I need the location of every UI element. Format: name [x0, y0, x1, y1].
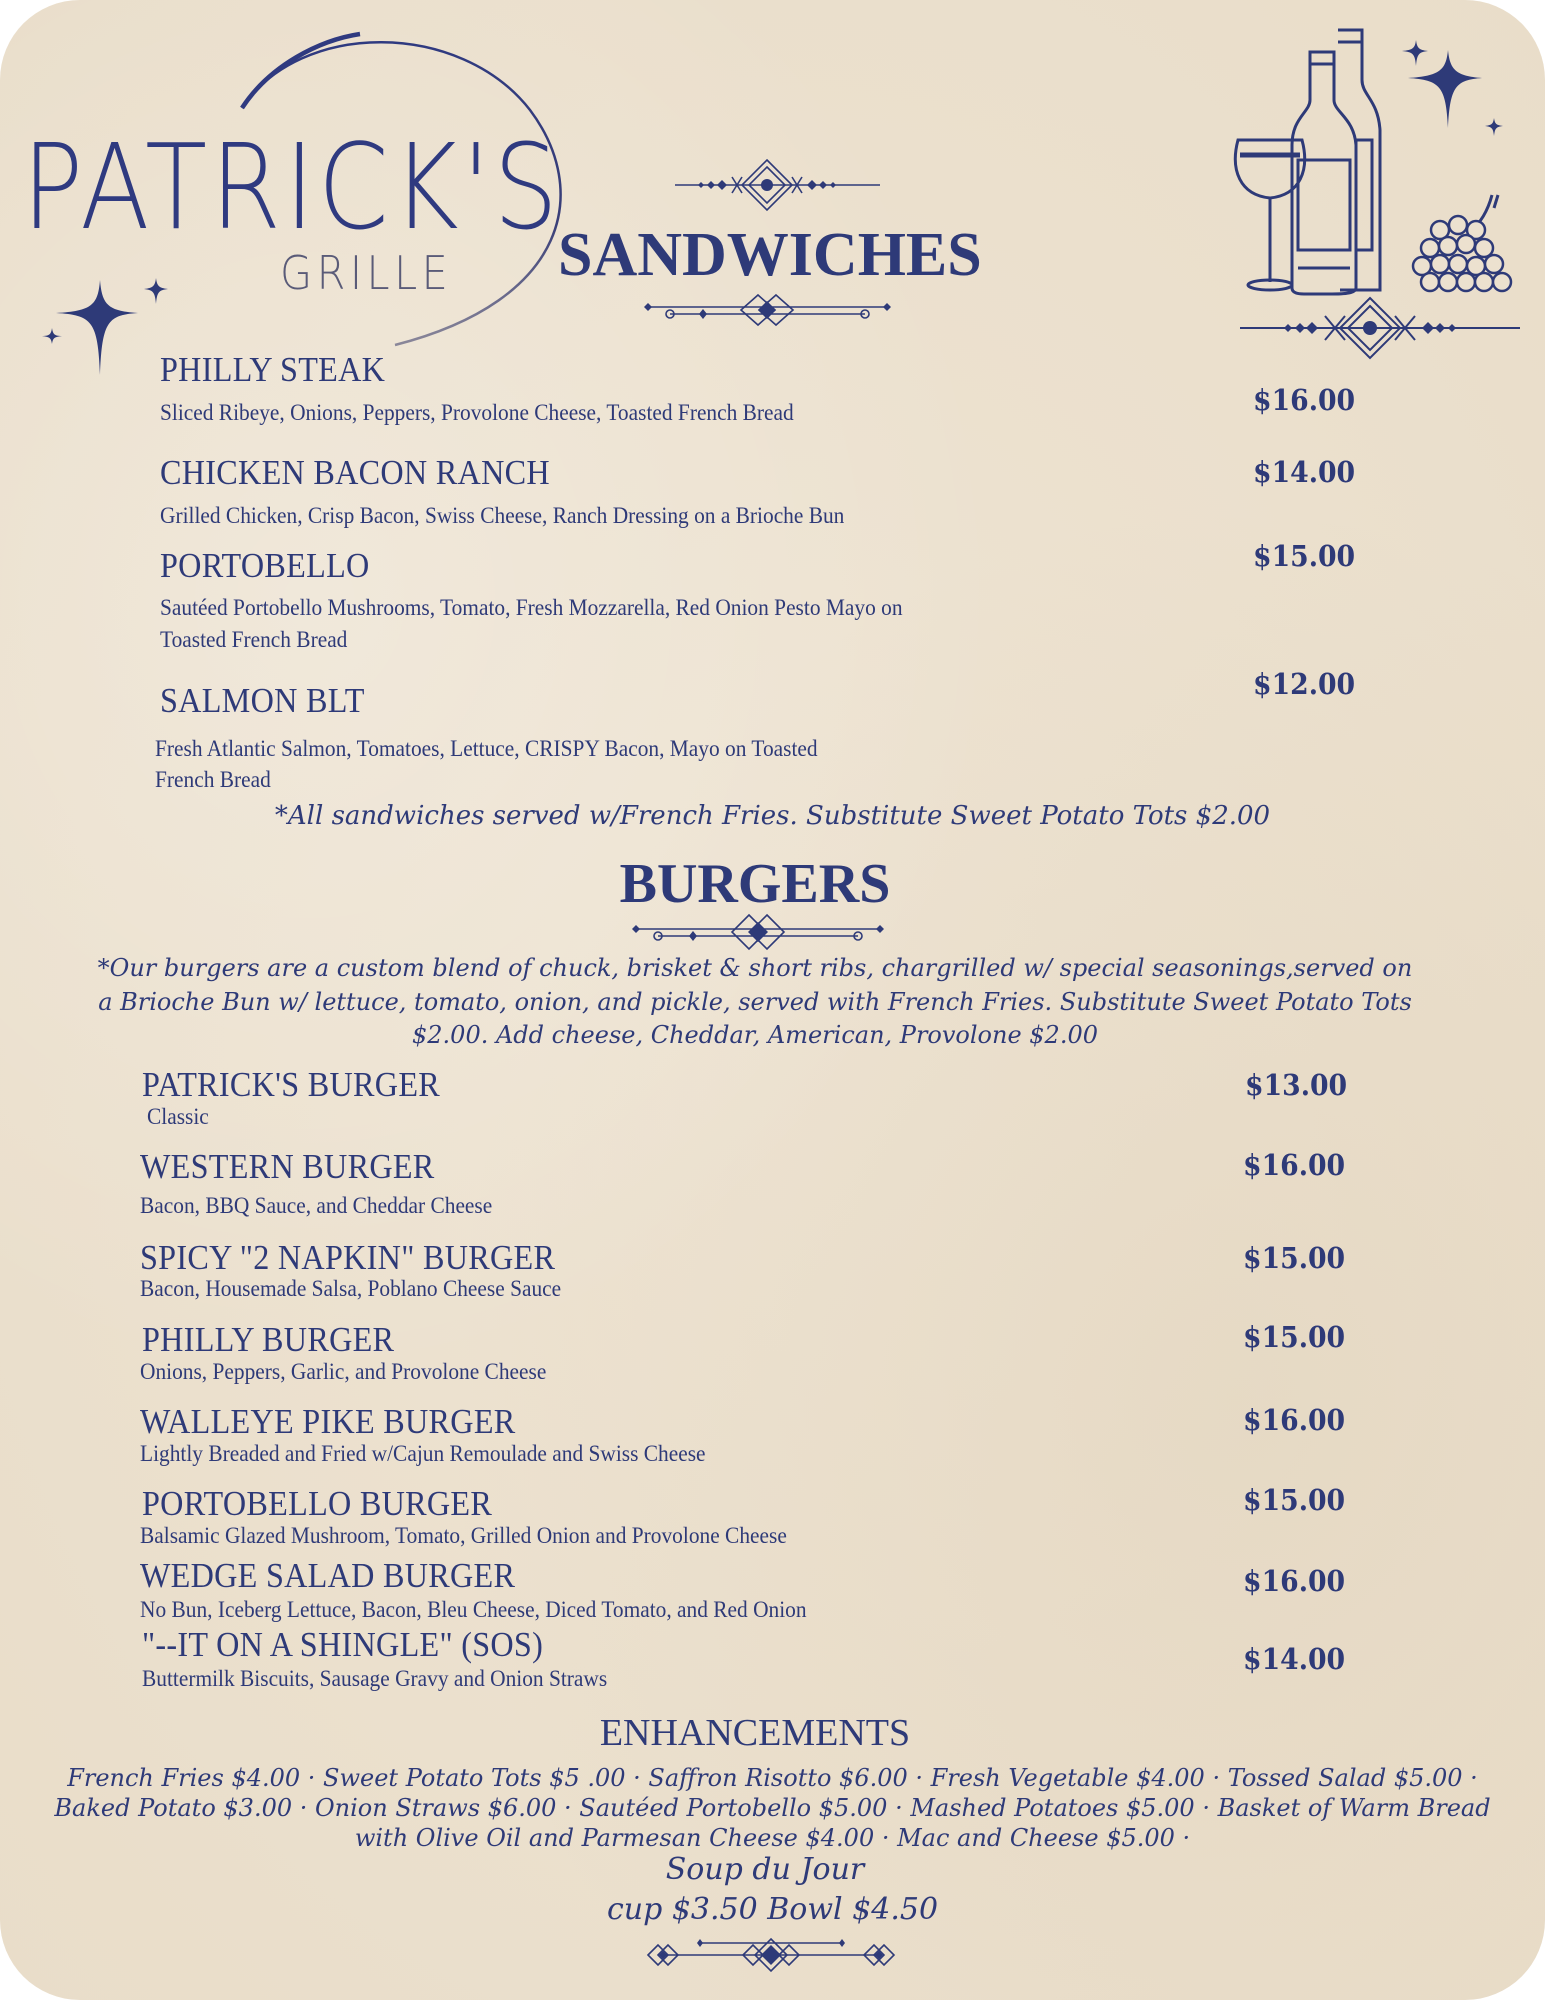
- burger-name: WEDGE SALAD BURGER: [140, 1556, 516, 1595]
- burger-desc: Balsamic Glazed Mushroom, Tomato, Grilled Onion and Provolone Cheese: [140, 1523, 787, 1548]
- burgers-note-line: a Brioche Bun w/ lettuce, tomato, onion, and pickle, served with French Fries. Substitute Sweet Potato Tots: [98, 988, 1412, 1016]
- burger-name: PORTOBELLO BURGER: [142, 1484, 493, 1523]
- logo-subtitle: GRILLE: [280, 246, 453, 300]
- logo-name: PATRICK'S: [22, 118, 562, 256]
- enhancements-line: with Olive Oil and Parmesan Cheese $4.00 · Mac and Cheese $5.00 ·: [354, 1824, 1191, 1852]
- sandwich-desc: Sautéed Portobello Mushrooms, Tomato, Fresh Mozzarella, Red Onion Pesto Mayo on: [160, 595, 903, 620]
- burger-desc: No Bun, Iceberg Lettuce, Bacon, Bleu Cheese, Diced Tomato, and Red Onion: [140, 1597, 807, 1622]
- sandwich-desc: French Bread: [155, 767, 271, 792]
- burger-desc: Classic: [147, 1104, 209, 1129]
- sandwich-name: SALMON BLT: [160, 681, 365, 720]
- burger-price: $15.00: [1243, 1241, 1346, 1275]
- burger-name: PATRICK'S BURGER: [142, 1065, 441, 1104]
- burger-price: $13.00: [1245, 1068, 1348, 1102]
- sandwich-desc: Grilled Chicken, Crisp Bacon, Swiss Cheese, Ranch Dressing on a Brioche Bun: [160, 503, 845, 528]
- art-deco-divider-footer-icon: [640, 1935, 900, 1975]
- burger-price: $16.00: [1243, 1564, 1346, 1598]
- burger-price: $16.00: [1243, 1403, 1346, 1437]
- burger-desc: Onions, Peppers, Garlic, and Provolone Cheese: [140, 1359, 547, 1384]
- burger-name: WESTERN BURGER: [140, 1147, 435, 1186]
- soup-title: Soup du Jour: [665, 1852, 865, 1887]
- burger-desc: Bacon, Housemade Salsa, Poblano Cheese Sauce: [140, 1276, 562, 1301]
- burger-name: SPICY "2 NAPKIN" BURGER: [140, 1238, 556, 1277]
- burger-price: $15.00: [1243, 1320, 1346, 1354]
- burgers-title: BURGERS: [619, 853, 891, 915]
- burger-name: WALLEYE PIKE BURGER: [140, 1402, 516, 1441]
- art-deco-divider-top-icon: [670, 155, 880, 215]
- sandwich-desc: Fresh Atlantic Salmon, Tomatoes, Lettuce, CRISPY Bacon, Mayo on Toasted: [155, 736, 818, 761]
- sandwich-price: $14.00: [1253, 455, 1356, 489]
- sandwiches-note: *All sandwiches served w/French Fries. Substitute Sweet Potato Tots $2.00: [274, 801, 1271, 831]
- enhancements-line: French Fries $4.00 · Sweet Potato Tots $5 .00 · Saffron Risotto $6.00 · Fresh Vegetable $4.00 · Tossed Salad $5.00 ·: [67, 1764, 1478, 1792]
- sparkle-icon: [40, 280, 160, 380]
- sandwich-price: $12.00: [1253, 667, 1356, 701]
- art-deco-divider-icon: [1240, 288, 1520, 358]
- soup-prices: cup $3.50 Bowl $4.50: [606, 1892, 939, 1927]
- burger-name: PHILLY BURGER: [142, 1320, 395, 1359]
- sandwich-price: $15.00: [1253, 539, 1356, 573]
- art-deco-divider-icon: [628, 912, 888, 952]
- wine-illustration-icon: [1230, 20, 1530, 300]
- sandwich-name: PHILLY STEAK: [160, 350, 386, 389]
- sandwich-name: PORTOBELLO: [160, 546, 370, 585]
- enhancements-line: Baked Potato $3.00 · Onion Straws $6.00 · Sautéed Portobello $5.00 · Mashed Potatoes $5.00 · Basket of Warm Bread: [54, 1794, 1491, 1822]
- burger-desc: Buttermilk Biscuits, Sausage Gravy and Onion Straws: [142, 1666, 608, 1691]
- burgers-note-line: $2.00. Add cheese, Cheddar, American, Provolone $2.00: [412, 1021, 1098, 1049]
- sandwich-desc: Sliced Ribeye, Onions, Peppers, Provolone Cheese, Toasted French Bread: [160, 400, 794, 425]
- art-deco-divider-bottom-icon: [640, 290, 895, 330]
- burger-price: $14.00: [1243, 1642, 1346, 1676]
- sandwich-desc: Toasted French Bread: [160, 627, 348, 652]
- burger-desc: Lightly Breaded and Fried w/Cajun Remoulade and Swiss Cheese: [140, 1441, 706, 1466]
- sandwiches-title: SANDWICHES: [558, 221, 982, 289]
- burger-name: "--IT ON A SHINGLE" (SOS): [142, 1625, 544, 1664]
- sandwich-price: $16.00: [1253, 383, 1356, 417]
- burger-price: $16.00: [1243, 1148, 1346, 1182]
- burgers-note-line: *Our burgers are a custom blend of chuck, brisket & short ribs, chargrilled w/ special seasonings,served on: [97, 954, 1413, 982]
- burger-price: $15.00: [1243, 1483, 1346, 1517]
- sandwich-name: CHICKEN BACON RANCH: [160, 453, 550, 492]
- enhancements-title: ENHANCEMENTS: [599, 1712, 911, 1754]
- burger-desc: Bacon, BBQ Sauce, and Cheddar Cheese: [140, 1193, 493, 1218]
